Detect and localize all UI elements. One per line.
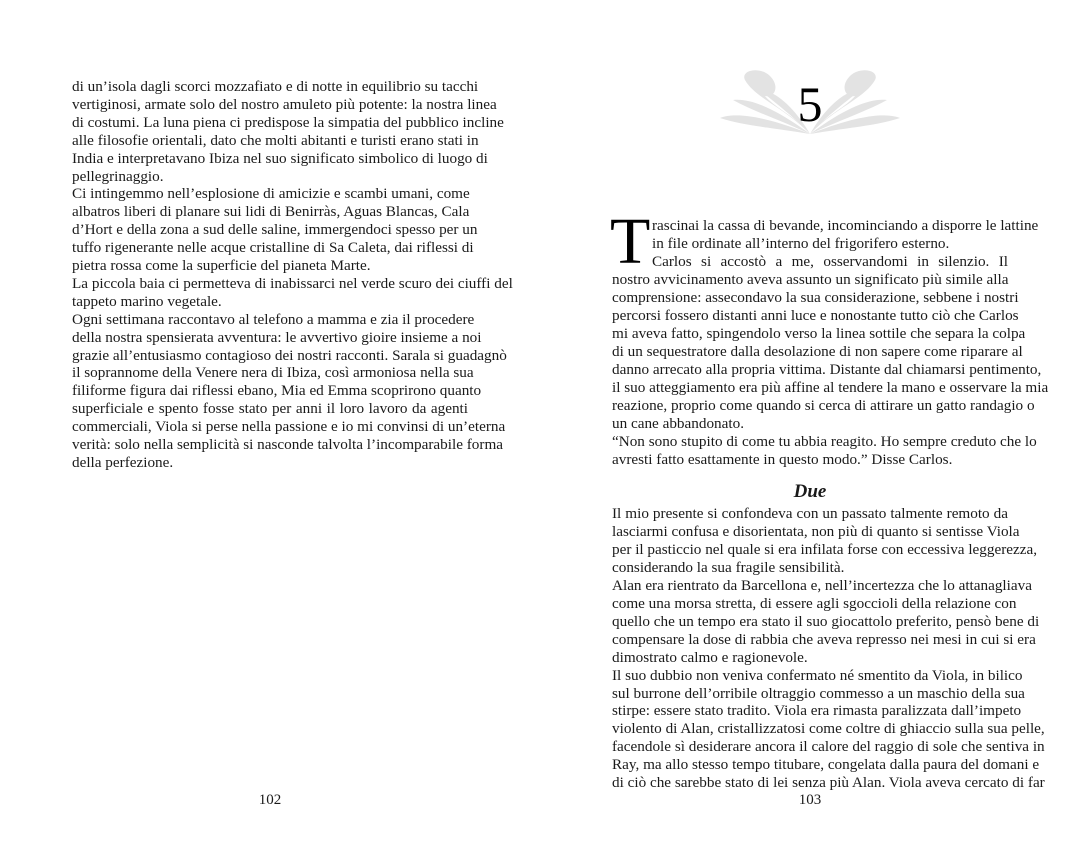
text-line: grazie all’entusiasmo contagioso dei nostri racconti. Sarala si guadagnò [72,346,507,364]
text-line: superficiale e spento fosse stato per anni il loro lavoro da agenti [72,400,468,418]
text-line: alle filosofie orientali, dato che molti abitanti e turisti erano stati in [72,131,479,149]
text-line: Carlos si accostò a me, osservandomi in silenzio. Il [652,253,1008,270]
text-line: d’Hort e della zona a sud delle saline, immergendoci spesso per un [72,221,478,239]
text-line: lasciarmi confusa e disorientata, non più di quanto si sentisse Viola [612,522,1020,540]
text-line: commerciali, Viola si perse nella passione e io mi convinsi di un’eterna [72,418,506,436]
text-line: per il pasticcio nel quale si era infilata forse con eccessiva leggerezza, [612,540,1038,558]
text-line: mi aveva fatto, spingendolo verso la linea sottile che separa la colpa [612,325,1026,342]
text-line: comprensione: assecondavo la sua considerazione, sebbene i nostri [612,289,1019,306]
text-line: della perfezione. [72,453,174,471]
text-line: reazione, proprio come quando si cerca di attirare un gatto randagio o [612,397,1035,414]
text-line: dimostrato calmo e ragionevole. [612,648,808,666]
text-line: stirpe: essere stato tradito. Viola era rimasta paralizzata dall’impeto [612,702,1022,720]
text-line: sul burrone dell’orribile oltraggio commesso a un maschio della sua [612,684,1025,702]
section-title: Due [793,481,827,502]
text-line: percorsi fossero distanti anni luce e nonostante tutto ciò che Carlos [612,307,1019,324]
page-number: 103 [798,792,822,808]
text-line: facendole sì desiderare ancora il calore del raggio di sole che sentiva in [612,738,1045,756]
text-line: tuffo rigenerante nelle acque cristalline di Sa Caleta, dai riflessi di [72,239,474,257]
text-line: tappeto marino vegetale. [72,292,222,310]
text-line: rascinai la cassa di bevande, incominciando a disporre le lattine [652,217,1039,234]
text-line: quello che un tempo era stato il suo giocattolo preferito, pensò bene di [612,612,1040,630]
text-line: un cane abbandonato. [612,415,744,432]
text-line: verità: solo nella semplicità si nasconde talvolta l’incomparabile forma [72,436,504,453]
text-line: pietra rossa come la superficie del pianeta Marte. [72,257,371,274]
text-line: in file ordinate all’interno del frigorifero esterno. [652,235,950,252]
text-line: nostro avvicinamento aveva assunto un significato più simile alla [612,271,1009,288]
text-line: il suo atteggiamento era più affine al tendere la mano e osservare la mia [612,379,1049,396]
right-page [540,0,1080,860]
text-line: di un’isola dagli scorci mozzafiato e di notte in equilibrio su tacchi [72,78,479,95]
text-line: Alan era rientrato da Barcellona e, nell’incertezza che lo attanagliava [612,576,1032,594]
text-line: pellegrinaggio. [72,167,164,185]
text-line: violento di Alan, cristallizzatosi come coltre di ghiaccio sulla sua pelle, [612,720,1045,738]
text-line: di costumi. La luna piena ci predispose la simpatia del pubblico incline [72,113,504,131]
text-line: India e interpretavano Ibiza nel suo significato simbolico di luogo di [72,149,488,167]
text-line: “Non sono stupito di come tu abbia reagito. Ho sempre creduto che lo [612,433,1037,450]
text-line: Ray, ma allo stesso tempo titubare, congelata dalla paura del domani e [612,756,1040,774]
text-line: come una morsa stretta, di essere agli sgoccioli della relazione con [612,594,1017,612]
page-number: 102 [258,792,282,808]
text-line: di un sequestratore dalla desolazione di non sapere come riparare al [612,343,1023,360]
text-line: danno arrecato alla propria vittima. Distante dal chiamarsi pentimento, [612,361,1042,378]
text-line: di ciò che sarebbe stato di lei senza più Alan. Viola aveva cercato di far [612,774,1045,792]
text-line: albatros liberi di planare sui lidi di Benirràs, Aguas Blancas, Cala [72,203,470,221]
text-line: della nostra spensierata avventura: le avvertivo gioire insieme a noi [72,328,482,346]
text-line: compensare la dose di rabbia che aveva represso nei mesi in cui si era [612,630,1036,648]
text-line: avresti fatto esattamente in questo modo.” Disse Carlos. [612,451,953,468]
text-line: il soprannome della Venere nera di Ibiza, così armoniosa nella sua [72,364,474,382]
text-line: Il suo dubbio non veniva confermato né smentito da Viola, in bilico [612,666,1023,684]
text-line: La piccola baia ci permetteva di inabissarci nel verde scuro dei ciuffi del [72,274,513,292]
drop-cap: T [610,205,651,278]
text-line: Ci intingemmo nell’esplosione di amicizie e scambi umani, come [72,185,470,203]
text-line: Ogni settimana raccontavo al telefono a mamma e zia il procedere [72,310,475,328]
text-line: considerando la sua fragile sensibilità. [612,558,845,576]
text-line: filiforme figura dai riflessi ebano, Mia ed Emma scoprirono quanto [72,382,482,400]
text-line: Il mio presente si confondeva con un passato talmente remoto da [612,505,1008,522]
text-line: vertiginosi, armate solo del nostro amuleto più potente: la nostra linea [72,95,497,113]
chapter-number: 5 [797,76,823,132]
